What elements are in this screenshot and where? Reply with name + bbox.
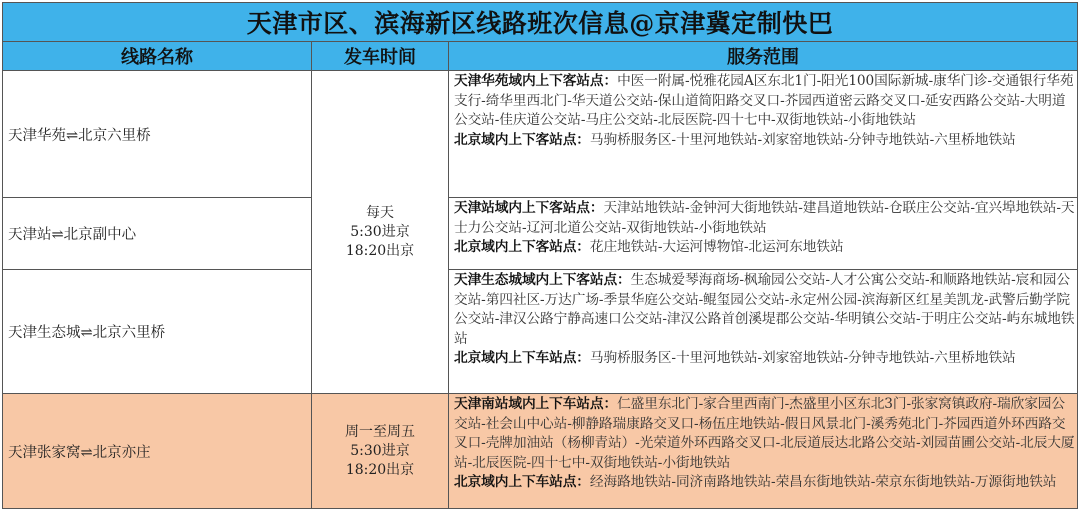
header-time: 发车时间 [312,42,449,71]
time-outbound: 18:20出京 [345,242,415,259]
scope-stops: 马驹桥服务区-十里河地铁站-刘家窑地铁站-分钟寺地铁站-六里桥地铁站 [589,131,1016,148]
scope-stops: 中医一附属-悦雅花园A区东北1门-阳光100国际新城-康华门诊-交通银行华苑支行-绮华里西北门-华天道公交站-保山道简阳路交叉口-芥园西道密云路交叉口-延安西路公交站-大明道公交站-佳庆道公交站-马庄公交站-北辰医院-四十七中-双街地铁站-小街地铁站 [454,73,1074,128]
table-row [3,270,1078,394]
scope-stops: 花庄地铁站-大运河博物馆-北运河东地铁站 [589,239,844,255]
departure-time-daily [312,71,449,394]
scope-stops: 天津站地铁站-金钟河大街地铁站-建昌道地铁站-仓联庄公交站-宜兴埠地铁站-天士力公交站-辽河北道公交站-双街地铁站-小街地铁站 [454,200,1075,236]
scope-label: 北京域内上下客站点： [454,239,590,255]
time-inbound: 5:30进京 [350,223,410,240]
header-row [3,42,1078,71]
time-days: 周一至周五 [345,423,415,440]
time-days: 每天 [366,204,394,221]
scope-label: 天津南站域内上下车站点： [454,396,618,412]
table-title: 天津市区、滨海新区线路班次信息@京津冀定制快巴 [3,3,1078,42]
schedule-table [2,2,1078,509]
title-row [3,3,1078,42]
departure-time-weekday [312,394,449,509]
service-scope [449,71,1078,198]
time-inbound: 5:30进京 [350,442,410,459]
header-scope: 服务范围 [449,42,1078,71]
route-name: 天津生态城⇌北京六里桥 [3,270,312,394]
table-row [3,71,1078,198]
service-scope [449,270,1078,394]
scope-stops: 生态城爱琴海商场-枫瑜园公交站-人才公寓公交站-和顺路地铁站-宸和园公交站-第四社区-万达广场-季景华庭公交站-鲲玺园公交站-永定州公园-滨海新区红星美凯龙-武警后勤学院公交站-津汉公路宁静高速口公交站-津汉公路首创溪堤郡公交站-华明镇公交站-于明庄公交站-屿东城地铁站 [454,272,1075,347]
scope-stops: 仁盛里东北门-家合里西南门-杰盛里小区东北3门-张家窝镇政府-瑞欣家园公交站-社会山中心站-柳静路瑞康路交叉口-杨伍庄地铁站-假日风景北门-溪秀苑北门-芥园西道外环西路交叉口-壳牌加油站（杨柳青站）-光荣道外环西路交叉口-北辰道辰达北路公交站-刘园苗圃公交站-北辰大厦站-北辰医院-四十七中-双街地铁站-小街地铁站 [454,396,1075,471]
scope-stops: 马驹桥服务区-十里河地铁站-刘家窑地铁站-分钟寺地铁站-六里桥地铁站 [589,350,1016,366]
service-scope [449,394,1078,509]
scope-label: 北京域内上下客站点： [454,131,590,148]
scope-label: 天津生态城域内上下客站点： [454,272,631,288]
route-name: 天津张家窝⇌北京亦庄 [3,394,312,509]
scope-label: 北京域内上下车站点： [454,350,590,366]
route-name: 天津华苑⇌北京六里桥 [3,71,312,198]
table-row [3,394,1078,509]
scope-label: 天津华苑域内上下客站点： [454,73,618,89]
time-outbound: 18:20出京 [345,461,415,478]
table-row [3,198,1078,270]
route-name: 天津站⇌北京副中心 [3,198,312,270]
scope-stops: 经海路地铁站-同济南路地铁站-荣昌东街地铁站-荣京东街地铁站-万源街地铁站 [589,474,1057,490]
header-route: 线路名称 [3,42,312,71]
service-scope [449,198,1078,270]
scope-label: 天津站域内上下客站点： [454,200,604,216]
scope-label: 北京域内上下车站点： [454,474,590,490]
